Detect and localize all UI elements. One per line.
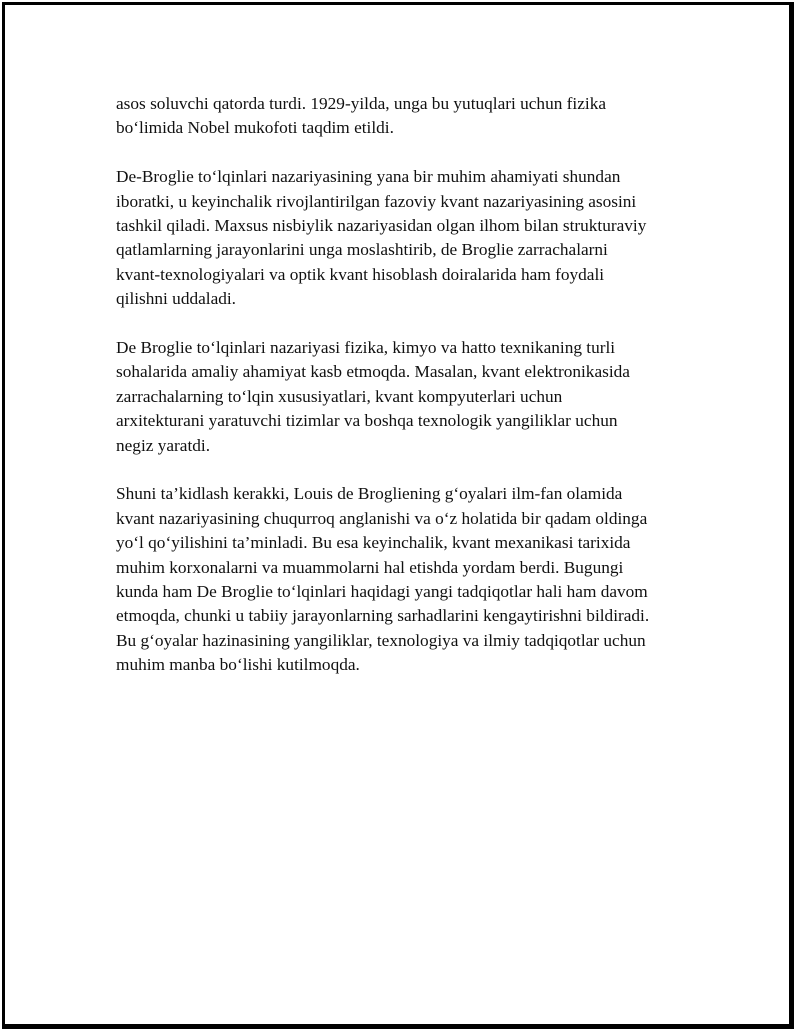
paragraph-practical-applications: De Broglie to‘lqinlari nazariyasi fizika, kimyo va hatto texnikaning turli sohalarida amaliy ahamiyat kasb etmoqda. Masalan, kvant elektronikasida zarrachalarning to‘lqin xususiyatlari, kvant kompyuterlari uchun arxitekturani yaratuvchi tizimlar va boshqa texnologik yangiliklar uchun negiz yaratdi. xyxy=(116,338,630,455)
paragraph-legacy: Shuni ta’kidlash kerakki, Louis de Brogliening g‘oyalari ilm-fan olamida kvant nazariyasining chuqurroq anglanishi va o‘z holatida bir qadam oldinga yo‘l qo‘yilishini ta’minladi. Bu esa keyinchalik, kvant mexanikasi tarixida muhim korxonalarni va muammolarni hal etishda yordam berdi. Bugungi kunda ham De Broglie to‘lqinlari haqidagi yangi tadqiqotlar hali ham davom etmoqda, chunki u tabiiy jarayonlarning sarhadlarini kengaytirishni bildiradi. Bu g‘oyalar hazinasining yangiliklar, texnologiya va ilmiy tadqiqotlar uchun muhim manba bo‘lishi kutilmoqda. xyxy=(116,484,650,675)
paragraph-theory-significance: De-Broglie to‘lqinlari nazariyasining yana bir muhim ahamiyati shundan iboratki, u keyinchalik rivojlantirilgan fazoviy kvant nazariyasining asosini tashkil qiladi. Maxsus nisbiylik nazariyasidan olgan ilhom bilan strukturaviy qatlamlarning jarayonlarini unga moslashtirib, de Broglie zarrachalarni kvant-texnologiyalari va optik kvant hisoblash doiralarida ham foydali qilishni uddaladi. xyxy=(116,167,647,309)
document-body xyxy=(116,92,696,702)
paragraph-nobel-prize: asos soluvchi qatorda turdi. 1929-yilda, unga bu yutuqlari uchun fizika bo‘limida Nobel mukofoti taqdim etildi. xyxy=(116,94,607,138)
